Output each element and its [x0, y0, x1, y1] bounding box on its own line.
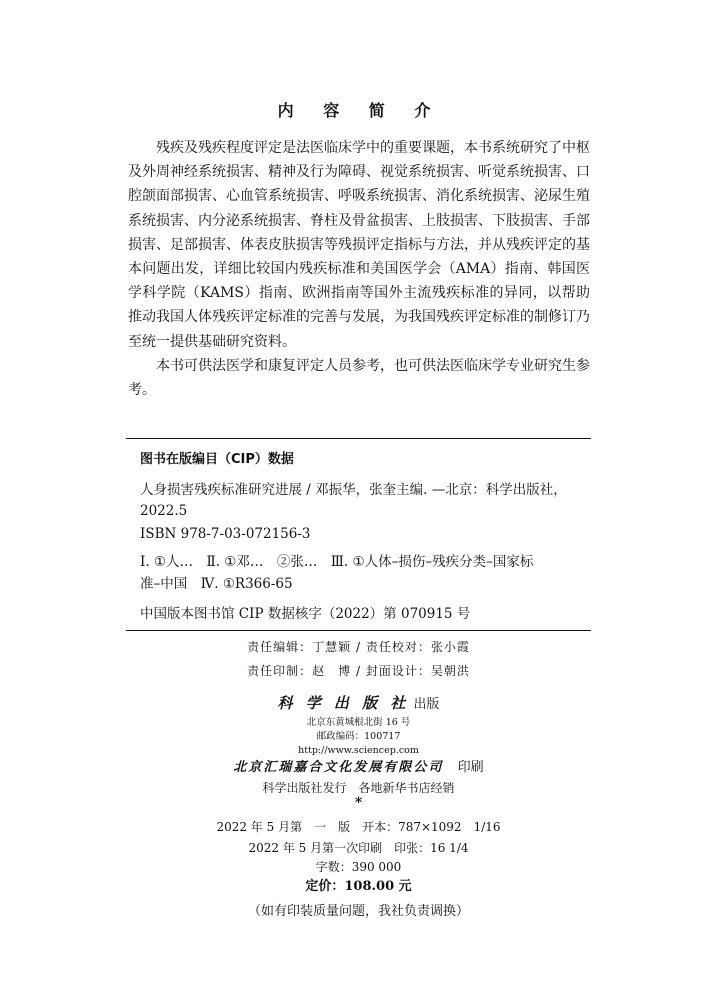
printer-suffix: 印刷 [457, 760, 484, 775]
price: 定价：108.00 元 [305, 879, 412, 894]
cip-entry-line-1: 人身损害残疾标准研究进展 / 邓振华，张奎主编. —北京：科学出版社， [140, 482, 567, 498]
cip-top-divider [126, 438, 591, 439]
quality-notice: （如有印装质量问题，我社负责调换） [247, 904, 469, 919]
responsible-editors: 责任编辑：丁慧颖 / 责任校对：张小霞 [247, 640, 470, 654]
introduction-section [128, 136, 590, 402]
cip-bottom-divider [126, 630, 591, 631]
printer-name: 北京汇瑞嘉合文化发展有限公司 [233, 760, 444, 775]
cip-number: 中国版本图书馆 CIP 数据核字（2022）第 070915 号 [140, 606, 471, 622]
publisher-website: http://www.sciencep.com [298, 745, 419, 756]
print-and-cover-staff: 责任印制：赵 博 / 封面设计：吴朝洪 [247, 664, 470, 678]
word-count: 字数：390 000 [315, 860, 402, 874]
edition-info: 2022 年 5 月第 一 版 开本：787×1092 1/16 [216, 820, 501, 834]
publisher-address: 北京东黄城根北街 16 号 [306, 717, 411, 728]
printing-info: 2022 年 5 月第一次印刷 印张：16 1/4 [248, 841, 469, 855]
page-title: 内 容 简 介 [277, 101, 443, 120]
publisher-line [126, 692, 591, 713]
cip-heading: 图书在版编目（CIP）数据 [140, 452, 294, 467]
distribution-info: 科学出版社发行 各地新华书店经销 [262, 781, 455, 795]
intro-paragraph-1: 残疾及残疾程度评定是法医临床学中的重要课题，本书系统研究了中枢及外周神经系统损害、精神及行为障碍、视觉系统损害、听觉系统损害、口腔颌面部损害、心血管系统损害、呼吸系统损害、消化系统损害、泌尿生殖系统损害、内分泌系统损害、脊柱及骨盆损害、上肢损害、下肢损害、手部损害、足部损害、体表皮肤损害等残损评定指标与方法，并从残疾评定的基本问题出发，详细比较国内残疾标准和美国医学会（AMA）指南、韩国医学科学院（KAMS）指南、欧洲指南等国外主流残疾标准的异同，以帮助推动我国人体残疾评定标准的完善与发展，为我国残疾评定标准的制修订乃至统一提供基础研究资料。 [128, 140, 590, 350]
cip-classification-line-2: 准–中国 Ⅳ. ①R366-65 [140, 576, 293, 592]
publisher-postcode: 邮政编码：100717 [316, 731, 401, 742]
cip-entry-line-2: 2022.5 [140, 503, 188, 519]
intro-paragraph-2: 本书可供法医学和康复评定人员参考，也可供法医临床学专业研究生参考。 [128, 357, 590, 399]
publisher-name: 科 学 出 版 社 [277, 694, 410, 712]
separator-asterisk: * [354, 795, 363, 811]
publisher-suffix: 出版 [413, 697, 440, 712]
printer-line [126, 756, 591, 775]
cip-classification-line-1: Ⅰ. ①人… Ⅱ. ①邓… ②张… Ⅲ. ①人体–损伤–残疾分类–国家标 [140, 554, 534, 570]
cip-isbn: ISBN 978-7-03-072156-3 [140, 526, 311, 542]
